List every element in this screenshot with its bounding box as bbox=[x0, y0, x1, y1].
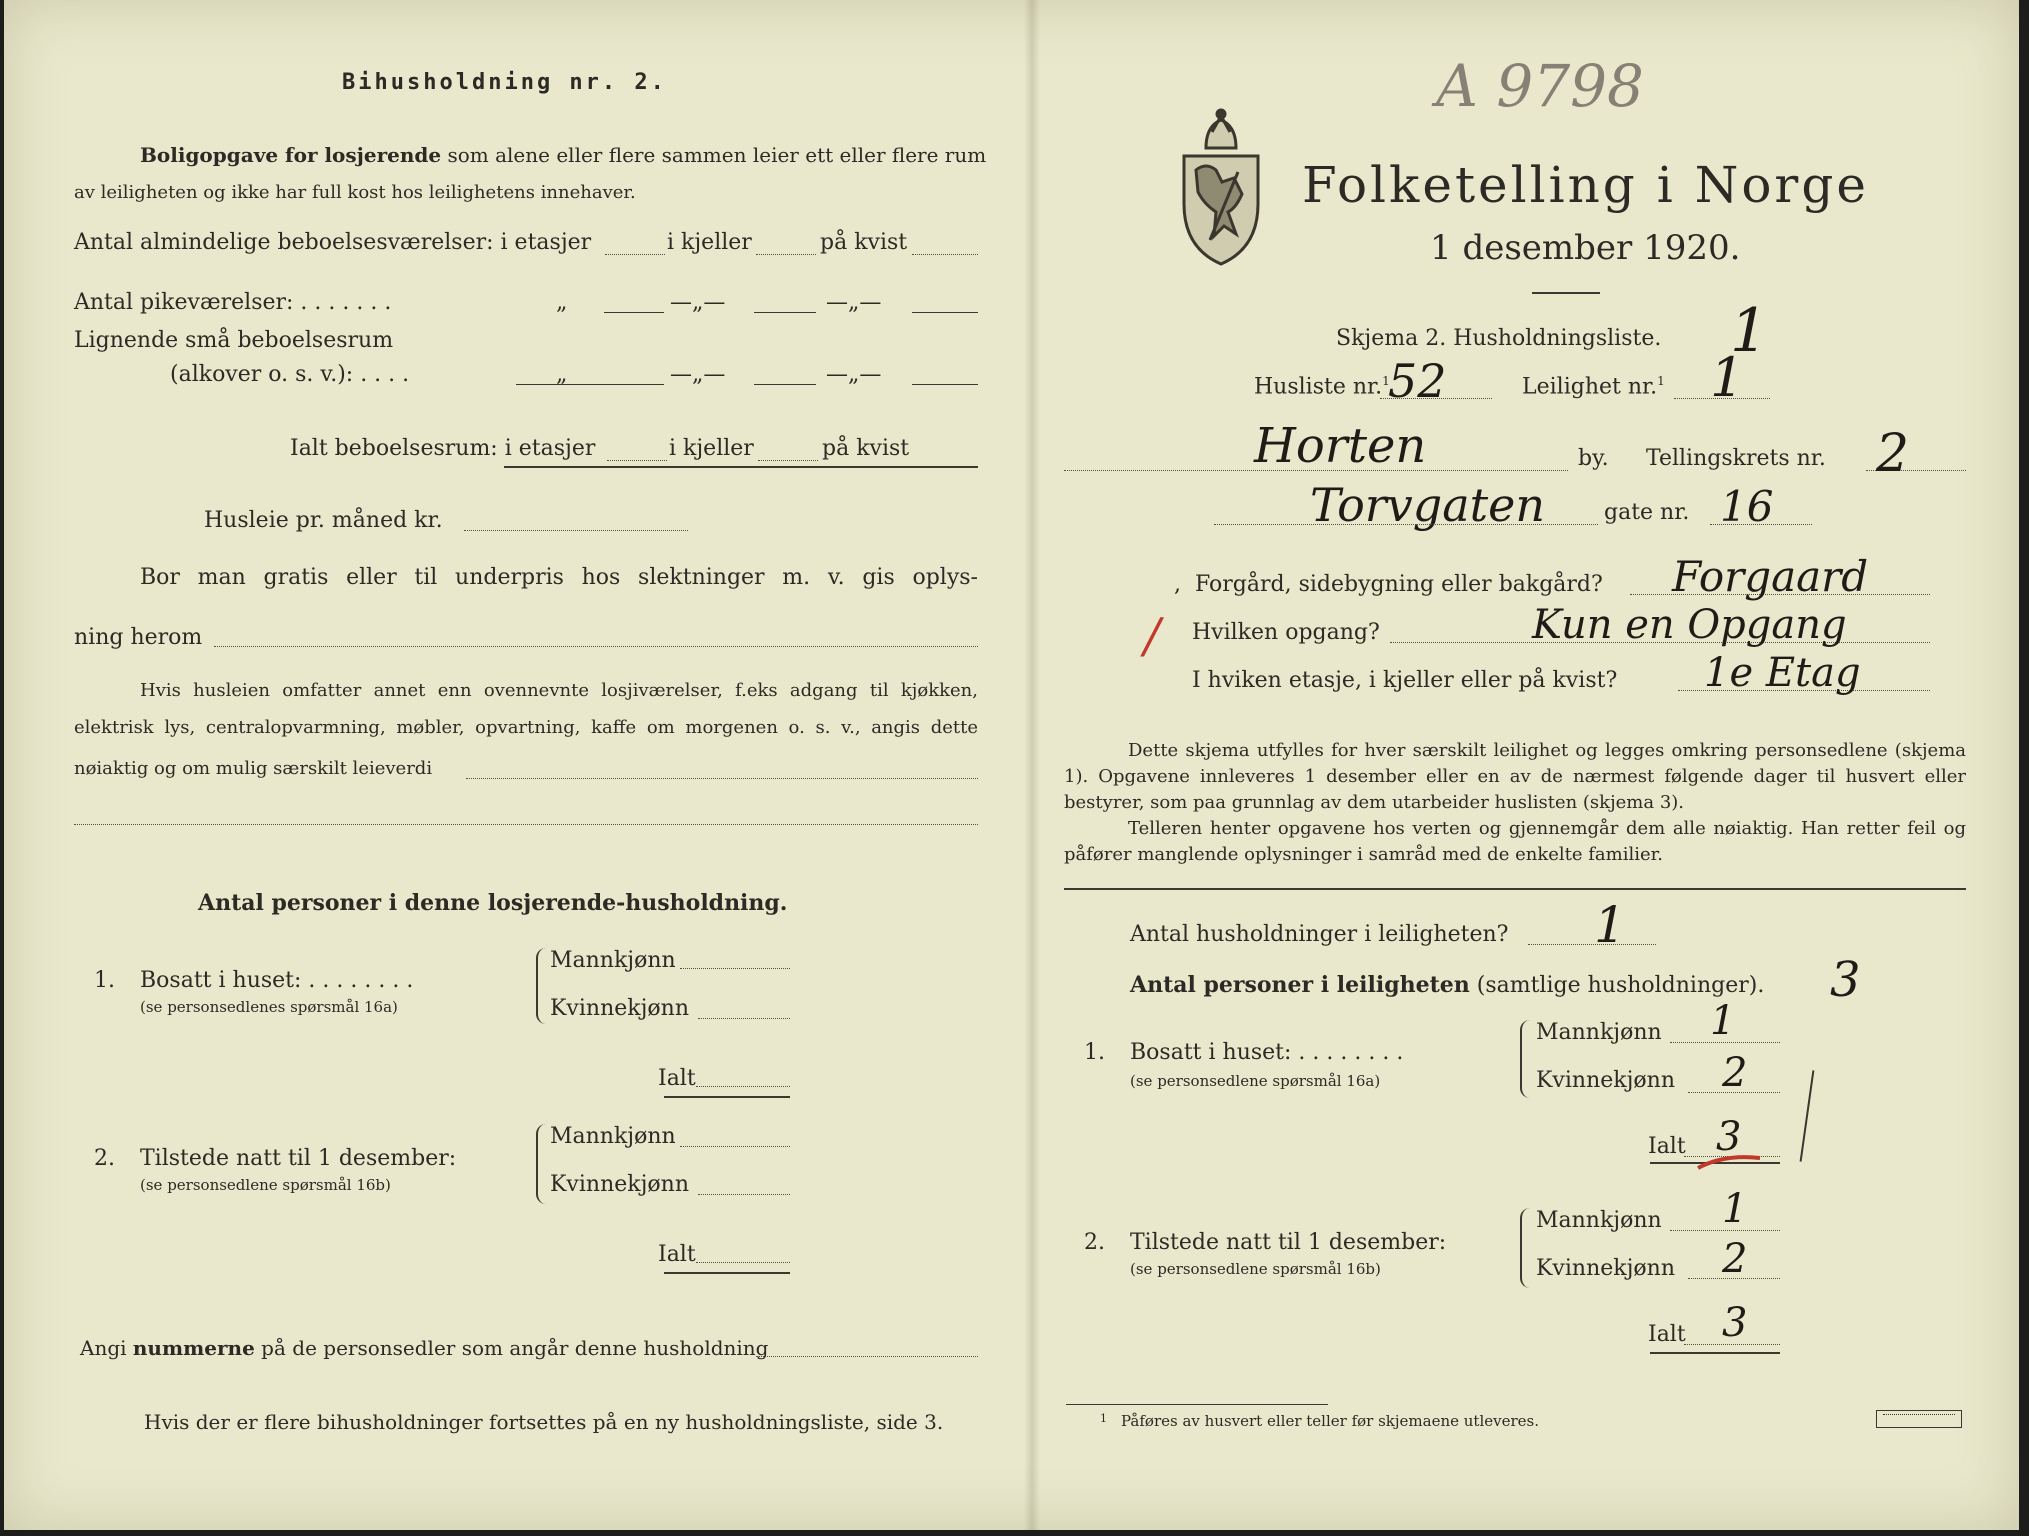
footnote-num: 1 bbox=[1100, 1412, 1107, 1425]
right-q1-num: 1. bbox=[1084, 1040, 1105, 1065]
printer-mark-inner bbox=[1883, 1414, 1955, 1415]
rooms-kjeller-line[interactable] bbox=[756, 254, 816, 255]
left-q2-num: 2. bbox=[94, 1146, 115, 1171]
census-date: 1 desember 1920. bbox=[1430, 228, 1741, 268]
hvis-line-2: elektrisk lys, centralopvarmning, møbler, opvartning, kaffe om morgenen o. s. v., angis dette bbox=[74, 717, 978, 738]
rooms-kjeller-label: i kjeller bbox=[667, 230, 752, 255]
angi-bold: nummerne bbox=[132, 1336, 255, 1360]
lignende-label-1: Lignende små beboelsesrum bbox=[74, 328, 394, 353]
right-q1-brace bbox=[1520, 1020, 1532, 1098]
by-label: by. bbox=[1578, 446, 1609, 471]
pers-line bbox=[1130, 972, 1764, 998]
right-q2-num: 2. bbox=[1084, 1230, 1105, 1255]
gate-nr-hand: 16 bbox=[1720, 482, 1774, 531]
right-q2-label: Tilstede natt til 1 desember: bbox=[1130, 1230, 1447, 1255]
left-q1-kvinne: Kvinnekjønn bbox=[550, 996, 689, 1021]
hvis-line[interactable] bbox=[466, 778, 978, 779]
right-q1-label: Bosatt i huset: . . . . . . . . bbox=[1130, 1040, 1404, 1065]
hvis-line-1: Hvis husleien omfatter annet enn ovennevnte losjiværelser, f.eks adgang til kjøkken, bbox=[140, 680, 978, 701]
left-q2-brace bbox=[536, 1124, 548, 1204]
angi-post: på de personsedler som angår denne husholdning bbox=[254, 1336, 769, 1360]
pike-line-2[interactable] bbox=[754, 312, 816, 313]
rooms-label: Antal almindelige beboelsesværelser: i etasjer bbox=[74, 230, 592, 255]
intro-bold: Boligopgave for losjerende bbox=[140, 143, 442, 167]
right-q2-brace bbox=[1520, 1208, 1532, 1288]
lignende-line-2[interactable] bbox=[754, 384, 816, 385]
left-q1-ialt-underline bbox=[664, 1096, 790, 1098]
left-q2-ialt: Ialt bbox=[658, 1242, 696, 1267]
archive-mark: A 9798 bbox=[1436, 52, 1644, 120]
lignende-line-1[interactable] bbox=[516, 384, 664, 385]
husliste-text: Husliste nr. bbox=[1254, 374, 1383, 400]
angi-line-dots[interactable] bbox=[756, 1356, 978, 1357]
left-q2-ialt-dots[interactable] bbox=[696, 1262, 790, 1263]
instructions-1: Dette skjema utfylles for hver særskilt leilighet og legges omkring personsedlene (skjema 1). Opgavene innleveres 1 desember eller en av de nærmest følgende dager til husvert eller bestyrer, som paa grunnlag av dem utarbeider huslisten (skjema 3). bbox=[1064, 740, 1966, 813]
right-q2-sub: (se personsedlene spørsmål 16b) bbox=[1130, 1260, 1381, 1278]
krets-hand: 2 bbox=[1876, 424, 1910, 484]
hush-line[interactable] bbox=[1528, 944, 1656, 945]
opgang-hand: Kun en Opgang bbox=[1532, 602, 1847, 648]
footnote bbox=[1100, 1412, 1539, 1430]
right-q1-mann: Mannkjønn bbox=[1536, 1020, 1662, 1045]
right-q2-ialt: Ialt bbox=[1648, 1322, 1686, 1347]
gate-line[interactable] bbox=[1214, 524, 1598, 525]
leilighet-sup: 1 bbox=[1657, 374, 1665, 388]
lignende-ditto-2: —„— bbox=[670, 362, 726, 387]
lignende-line-3[interactable] bbox=[912, 384, 978, 385]
forgaard-text: Forgård, sidebygning eller bakgård? bbox=[1194, 572, 1603, 597]
lignende-ditto-1: „ bbox=[556, 362, 568, 387]
left-q1-kvinne-line[interactable] bbox=[698, 1018, 790, 1019]
left-q1-brace bbox=[536, 948, 548, 1024]
krets-label: Tellingskrets nr. bbox=[1646, 446, 1826, 471]
instructions-rule bbox=[1064, 888, 1966, 890]
right-q2-ialt-underline bbox=[1650, 1352, 1780, 1354]
left-q2-mann-line[interactable] bbox=[680, 1146, 790, 1147]
leilighet-hand: 1 bbox=[1710, 346, 1745, 409]
right-q1-ialt-hand: 3 bbox=[1716, 1114, 1742, 1160]
pike-ditto-2: —„— bbox=[670, 290, 726, 315]
husliste-hand: 52 bbox=[1388, 354, 1447, 408]
footnote-rule bbox=[1066, 1404, 1328, 1405]
census-form-sheet bbox=[4, 0, 2019, 1530]
red-check-icon bbox=[1694, 1150, 1764, 1174]
rooms-kvist-label: på kvist bbox=[820, 230, 908, 255]
instructions-2: Telleren henter opgavene hos verten og gjennemgår dem alle nøiaktig. Han retter feil og påfører manglende oplysninger i samråd med de enkelte familier. bbox=[1064, 818, 1966, 865]
right-title: Folketelling i Norge bbox=[1302, 156, 1869, 214]
pike-line-1[interactable] bbox=[604, 312, 664, 313]
gate-hand: Torvgaten bbox=[1310, 478, 1545, 532]
left-q2-ialt-underline bbox=[664, 1272, 790, 1274]
right-q2-mann: Mannkjønn bbox=[1536, 1208, 1662, 1233]
pike-label: Antal pikeværelser: . . . . . . . bbox=[74, 290, 392, 315]
intro-line-2: av leiligheten og ikke har full kost hos leilighetens innehaver. bbox=[74, 182, 636, 203]
right-q1-ialt: Ialt bbox=[1648, 1134, 1686, 1159]
left-q1-mann-line[interactable] bbox=[680, 968, 790, 969]
left-q2-kvinne: Kvinnekjønn bbox=[550, 1172, 689, 1197]
leilighet-label bbox=[1522, 374, 1665, 399]
printer-mark bbox=[1876, 1410, 1962, 1428]
ialt-kjeller-label: i kjeller bbox=[669, 436, 754, 461]
extra-line[interactable] bbox=[74, 824, 978, 825]
right-q1-mann-hand: 1 bbox=[1710, 998, 1736, 1044]
right-q1-sub: (se personsedlene spørsmål 16a) bbox=[1130, 1072, 1381, 1090]
intro-line-1 bbox=[140, 143, 986, 167]
footnote-text: Påføres av husvert eller teller før skjemaene utleveres. bbox=[1121, 1412, 1539, 1430]
left-q2-kvinne-line[interactable] bbox=[698, 1194, 790, 1195]
husleie-line[interactable] bbox=[464, 530, 688, 531]
left-q1-label: Bosatt i huset: . . . . . . . . bbox=[140, 968, 414, 993]
left-q2-label: Tilstede natt til 1 desember: bbox=[140, 1146, 457, 1171]
lignende-label-2: (alkover o. s. v.): . . . . bbox=[170, 362, 410, 387]
right-q2-kvinne-hand: 2 bbox=[1722, 1236, 1748, 1282]
opgang-red-mark: / bbox=[1144, 608, 1161, 664]
left-q1-mann: Mannkjønn bbox=[550, 948, 676, 973]
left-q2-sub: (se personsedlene spørsmål 16b) bbox=[140, 1176, 391, 1194]
husliste-sup: 1 bbox=[1382, 374, 1390, 388]
left-q1-sub: (se personsedlenes spørsmål 16a) bbox=[140, 998, 398, 1016]
intro-rest: som alene eller flere sammen leier ett eller flere rum bbox=[441, 143, 987, 167]
ialt-kjeller-line[interactable] bbox=[758, 460, 818, 461]
bor-line-2: ning herom bbox=[74, 625, 203, 650]
leilighet-text: Leilighet nr. bbox=[1522, 374, 1658, 400]
skjema-hand: 1 bbox=[1730, 296, 1769, 366]
right-q2-ialt-hand: 3 bbox=[1722, 1300, 1748, 1346]
pers-rest: (samtlige husholdninger). bbox=[1469, 973, 1765, 998]
gate-label: gate nr. bbox=[1604, 500, 1690, 525]
right-q1-kvinne: Kvinnekjønn bbox=[1536, 1068, 1675, 1093]
opgang-label: Hvilken opgang? bbox=[1192, 620, 1380, 645]
left-antal-heading: Antal personer i denne losjerende-husholdning. bbox=[198, 890, 788, 916]
rooms-etasjer-line[interactable] bbox=[605, 254, 665, 255]
right-q1-kvinne-hand: 2 bbox=[1722, 1050, 1748, 1096]
hush-hand: 1 bbox=[1594, 896, 1626, 954]
right-q2-mann-hand: 1 bbox=[1722, 1186, 1748, 1232]
ialt-rooms-label: Ialt beboelsesrum: i etasjer bbox=[290, 436, 596, 461]
pike-line-3[interactable] bbox=[912, 312, 978, 313]
forgaard-label: , Forgård, sidebygning eller bakgård? bbox=[1174, 572, 1603, 597]
pencil-stroke bbox=[1800, 1070, 1815, 1161]
pers-hand: 3 bbox=[1830, 952, 1861, 1008]
angi-line bbox=[80, 1336, 768, 1360]
by-hand: Horten bbox=[1254, 418, 1427, 474]
page-fold bbox=[1024, 0, 1040, 1530]
ialt-etasjer-line[interactable] bbox=[607, 460, 667, 461]
title-rule bbox=[1532, 292, 1600, 294]
ialt-rooms-underline bbox=[504, 466, 978, 468]
left-q1-num: 1. bbox=[94, 968, 115, 993]
etasje-label: I hviken etasje, i kjeller eller på kvist? bbox=[1192, 668, 1618, 693]
rooms-kvist-line[interactable] bbox=[912, 254, 978, 255]
pike-ditto-1: „ bbox=[556, 290, 568, 315]
etasje-hand: 1e Etag bbox=[1704, 650, 1861, 696]
skjema-label: Skjema 2. Husholdningsliste. bbox=[1336, 326, 1662, 351]
pers-bold: Antal personer i leiligheten bbox=[1130, 972, 1470, 998]
ialt-kvist-label: på kvist bbox=[822, 436, 910, 461]
left-q1-ialt: Ialt bbox=[658, 1066, 696, 1091]
forgaard-hand: Forgaard bbox=[1672, 552, 1869, 601]
hush-label: Antal husholdninger i leiligheten? bbox=[1130, 922, 1509, 947]
husliste-label bbox=[1254, 374, 1390, 399]
bor-line[interactable] bbox=[214, 646, 978, 647]
right-q2-kvinne: Kvinnekjønn bbox=[1536, 1256, 1675, 1281]
pike-ditto-3: —„— bbox=[826, 290, 882, 315]
left-q2-mann: Mannkjønn bbox=[550, 1124, 676, 1149]
coat-of-arms-icon bbox=[1176, 108, 1266, 266]
hvis-line-3: nøiaktig og om mulig særskilt leieverdi bbox=[74, 758, 433, 779]
bor-line-1: Bor man gratis eller til underpris hos slektninger m. v. gis oplys- bbox=[140, 565, 978, 590]
lignende-ditto-3: —„— bbox=[826, 362, 882, 387]
by-line[interactable] bbox=[1064, 470, 1568, 471]
left-title: Bihusholdning nr. 2. bbox=[342, 70, 667, 95]
husleie-label: Husleie pr. måned kr. bbox=[204, 508, 443, 533]
left-footer: Hvis der er flere bihusholdninger fortsettes på en ny husholdningsliste, side 3. bbox=[144, 1410, 944, 1434]
angi-pre: Angi bbox=[80, 1336, 133, 1360]
left-q1-ialt-dots[interactable] bbox=[696, 1086, 790, 1087]
